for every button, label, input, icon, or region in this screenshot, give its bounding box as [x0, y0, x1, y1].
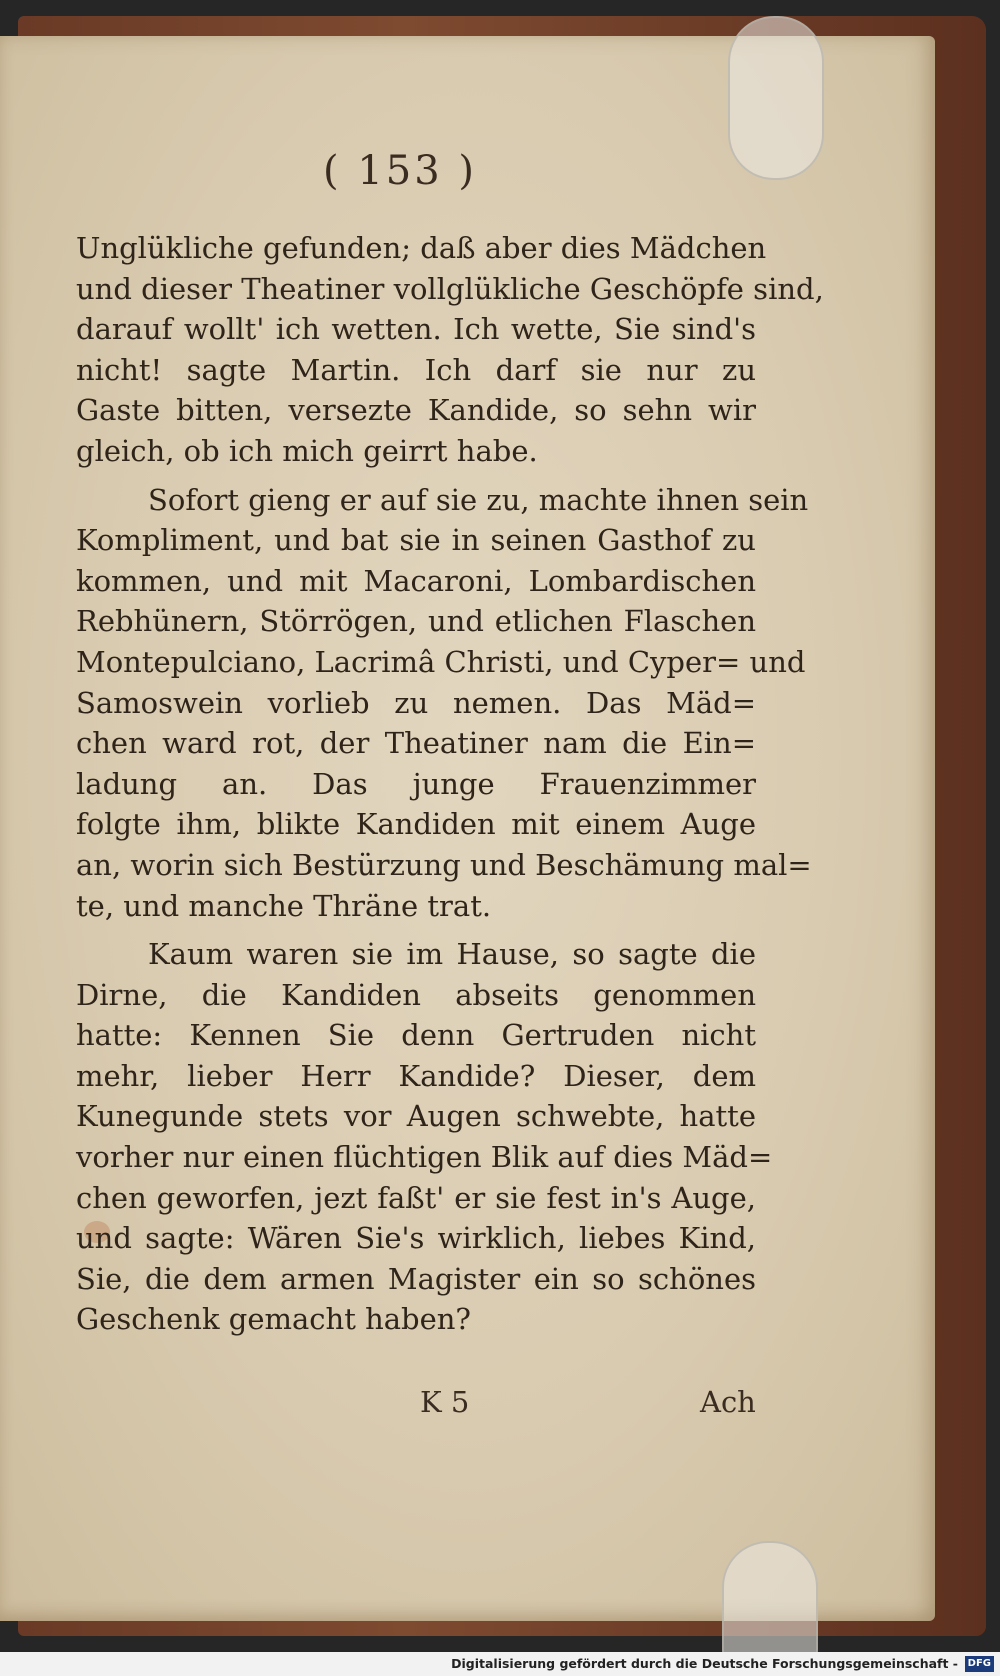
text-line: und sagte: Wären Sie's wirklich, liebes Kind,	[76, 1221, 756, 1256]
text-line: folgte ihm, blikte Kandiden mit einem Auge	[76, 807, 756, 842]
text-line: ladung an. Das junge Frauenzimmer	[76, 766, 756, 801]
text-line: gleich, ob ich mich geirrt habe.	[76, 433, 538, 468]
text-line: vorher nur einen flüchtigen Blik auf dies Mäd=	[76, 1140, 773, 1175]
text-line: kommen, und mit Macaroni, Lombardischen	[76, 563, 756, 598]
text-line: Geschenk gemacht haben?	[76, 1302, 471, 1337]
text-line: Sie, die dem armen Magister ein so schönes	[76, 1261, 756, 1296]
text-line: und dieser Theatiner vollglükliche Geschöpfe sind,	[76, 271, 824, 306]
text-line: an, worin sich Bestürzung und Beschämung mal=	[76, 847, 812, 882]
text-line: Gaste bitten, versezte Kandide, so sehn wir	[76, 393, 756, 428]
page-number: ( 153 )	[323, 148, 477, 194]
signature-mark: K 5	[420, 1385, 470, 1419]
text-line: Rebhünern, Störrögen, und etlichen Flaschen	[76, 604, 756, 639]
paragraph-gap	[76, 926, 756, 934]
text-line: Samoswein vorlieb zu nemen. Das Mäd=	[76, 685, 756, 720]
page-text	[76, 228, 824, 1340]
text-line: Kaum waren sie im Hause, so sagte die	[148, 937, 756, 972]
page-clip-top	[728, 16, 824, 180]
credit-text: Digitalisierung gefördert durch die Deutsche Forschungsgemeinschaft -	[451, 1656, 958, 1671]
dfg-logo: DFG	[965, 1656, 994, 1672]
catchword: Ach	[700, 1385, 756, 1419]
credit-bar	[0, 1652, 1000, 1676]
text-line: Kunegunde stets vor Augen schwebte, hatte	[76, 1099, 756, 1134]
text-line: Dirne, die Kandiden abseits genommen	[76, 977, 756, 1012]
text-line: nicht! sagte Martin. Ich darf sie nur zu	[76, 352, 756, 387]
text-line: Kompliment, und bat sie in seinen Gasthof zu	[76, 523, 756, 558]
text-line: hatte: Kennen Sie denn Gertruden nicht	[76, 1018, 756, 1053]
text-line: te, und manche Thräne trat.	[76, 888, 492, 923]
text-line: Unglükliche gefunden; daß aber dies Mädchen	[76, 231, 767, 265]
text-line: Sofort gieng er auf sie zu, machte ihnen sein	[148, 482, 809, 517]
text-line: chen ward rot, der Theatiner nam die Ein=	[76, 726, 756, 761]
text-line: chen geworfen, jezt faßt' er sie fest in's Auge,	[76, 1180, 756, 1215]
text-line: mehr, lieber Herr Kandide? Dieser, dem	[76, 1058, 756, 1093]
paragraph-gap	[76, 472, 756, 480]
text-line: darauf wollt' ich wetten. Ich wette, Sie sind's	[76, 312, 756, 347]
text-line: Montepulciano, Lacrimâ Christi, und Cyper= und	[76, 644, 806, 679]
